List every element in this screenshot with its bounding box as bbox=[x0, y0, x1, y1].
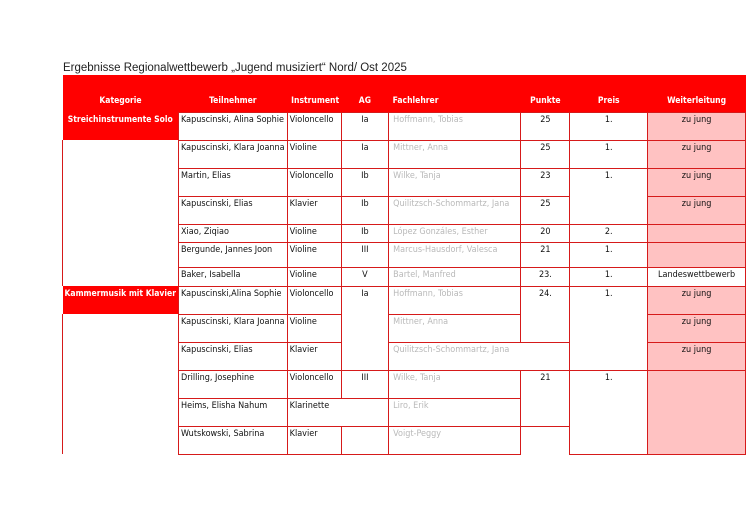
cell-teilnehmer: Kapuscinski, Klara Joanna bbox=[179, 140, 288, 168]
cell-instrument: Violine bbox=[287, 242, 341, 267]
cell-teilnehmer: Wutskowski, Sabrina bbox=[179, 426, 288, 454]
cell-instrument: Violine bbox=[287, 140, 341, 168]
cell-weiterleitung: zu jung bbox=[648, 342, 746, 370]
cell-punkte: 21 bbox=[521, 242, 570, 267]
cell-ag: Ia bbox=[341, 286, 389, 370]
cell-weiterleitung: zu jung bbox=[648, 112, 746, 140]
cell-teilnehmer: Martin, Elias bbox=[179, 168, 288, 196]
header-ag: AG bbox=[341, 75, 389, 112]
cell-teilnehmer: Kapuscinski, Elias bbox=[179, 196, 288, 224]
cell-weiterleitung: zu jung bbox=[648, 140, 746, 168]
cell-ag: III bbox=[341, 370, 389, 398]
cell-teilnehmer: Bergunde, Jannes Joon bbox=[179, 242, 288, 267]
cell-ag: Ia bbox=[341, 112, 389, 140]
cell-ag: Ib bbox=[341, 196, 389, 224]
header-preis: Preis bbox=[570, 75, 648, 112]
cell-ag bbox=[341, 426, 389, 454]
cell-ag: V bbox=[341, 267, 389, 286]
header-weiterleitung: Weiterleitung bbox=[648, 75, 746, 112]
cell-instrument: Klavier bbox=[287, 196, 341, 224]
cell-preis: 1. bbox=[570, 286, 648, 370]
cell-weiterleitung: zu jung bbox=[648, 314, 746, 342]
cell-weiterleitung: zu jung bbox=[648, 196, 746, 224]
cell-instrument: Violine bbox=[287, 267, 341, 286]
cell-preis: 1. bbox=[570, 242, 648, 267]
cell-punkte bbox=[521, 426, 570, 454]
cell-fachlehrer: Liro, Erik bbox=[389, 398, 521, 426]
cell-fachlehrer: Voigt-Peggy bbox=[389, 426, 521, 454]
cell-teilnehmer: Kapuscinski, Alina Sophie bbox=[179, 112, 288, 140]
results-table bbox=[62, 75, 746, 455]
cell-punkte: 25 bbox=[521, 140, 570, 168]
cell-fachlehrer: Marcus-Hausdorf, Valesca bbox=[389, 242, 521, 267]
cell-ag: Ia bbox=[341, 140, 389, 168]
cell-teilnehmer: Kapuscinski,Alina Sophie bbox=[179, 286, 288, 314]
cell-fachlehrer: Quilitzsch-Schommartz, Jana bbox=[389, 342, 570, 370]
cell-instrument: Violine bbox=[287, 314, 341, 342]
cell-punkte: 20 bbox=[521, 224, 570, 242]
cell-instrument: Klarinette bbox=[287, 398, 389, 426]
cell-instrument: Violoncello bbox=[287, 112, 341, 140]
cell-punkte: 24. bbox=[521, 286, 570, 342]
cell-teilnehmer: Heims, Elisha Nahum bbox=[179, 398, 288, 426]
cell-fachlehrer: Bartel, Manfred bbox=[389, 267, 521, 286]
cell-weiterleitung bbox=[648, 242, 746, 267]
cell-instrument: Violoncello bbox=[287, 370, 341, 398]
cell-teilnehmer: Kapuscinski, Elias bbox=[179, 342, 288, 370]
category-spacer bbox=[63, 140, 179, 286]
cell-weiterleitung: Landeswettbewerb bbox=[648, 267, 746, 286]
cell-punkte: 25 bbox=[521, 196, 570, 224]
cell-punkte: 25 bbox=[521, 112, 570, 140]
cell-preis: 2. bbox=[570, 224, 648, 242]
page-title: Ergebnisse Regionalwettbewerb „Jugend musiziert“ Nord/ Ost 2025 bbox=[63, 62, 407, 74]
cell-teilnehmer: Drilling, Josephine bbox=[179, 370, 288, 398]
cell-ag: Ib bbox=[341, 224, 389, 242]
cell-fachlehrer: Mittner, Anna bbox=[389, 140, 521, 168]
cell-weiterleitung bbox=[648, 370, 746, 454]
cell-instrument: Violoncello bbox=[287, 286, 341, 314]
cell-punkte: 23 bbox=[521, 168, 570, 196]
cell-weiterleitung: zu jung bbox=[648, 286, 746, 314]
cell-fachlehrer: Wilke, Tanja bbox=[389, 370, 521, 398]
cell-fachlehrer: Hoffmann, Tobias bbox=[389, 286, 521, 314]
cell-preis: 1. bbox=[570, 370, 648, 454]
cell-teilnehmer: Xiao, Ziqiao bbox=[179, 224, 288, 242]
header-teilnehmer: Teilnehmer bbox=[179, 75, 288, 112]
cell-fachlehrer: Wilke, Tanja bbox=[389, 168, 521, 196]
cell-weiterleitung bbox=[648, 224, 746, 242]
cell-weiterleitung: zu jung bbox=[648, 168, 746, 196]
header-fachlehrer: Fachlehrer bbox=[389, 75, 521, 112]
cell-instrument: Violoncello bbox=[287, 168, 341, 196]
cell-ag: Ib bbox=[341, 168, 389, 196]
category-kammermusik-mit-klavier: Kammermusik mit Klavier bbox=[63, 286, 179, 314]
table-row bbox=[63, 286, 746, 314]
cell-preis: 1. bbox=[570, 140, 648, 168]
cell-fachlehrer: Hoffmann, Tobias bbox=[389, 112, 521, 140]
cell-ag: III bbox=[341, 242, 389, 267]
cell-teilnehmer: Kapuscinski, Klara Joanna bbox=[179, 314, 288, 342]
cell-instrument: Klavier bbox=[287, 426, 341, 454]
category-spacer bbox=[63, 314, 179, 454]
cell-punkte: 23. bbox=[521, 267, 570, 286]
cell-instrument: Violine bbox=[287, 224, 341, 242]
category-streichinstrumente-solo: Streichinstrumente Solo bbox=[63, 112, 179, 140]
table-row bbox=[63, 140, 746, 168]
table-row bbox=[63, 112, 746, 140]
header-instrument: Instrument bbox=[287, 75, 341, 112]
cell-fachlehrer: López Gonzáles, Esther bbox=[389, 224, 521, 242]
header-row bbox=[63, 75, 746, 112]
cell-fachlehrer: Quilitzsch-Schommartz, Jana bbox=[389, 196, 521, 224]
header-kategorie: Kategorie bbox=[63, 75, 179, 112]
cell-fachlehrer: Mittner, Anna bbox=[389, 314, 521, 342]
cell-preis: 1. bbox=[570, 112, 648, 140]
cell-punkte: 21 bbox=[521, 370, 570, 426]
cell-preis: 1. bbox=[570, 168, 648, 224]
cell-preis: 1. bbox=[570, 267, 648, 286]
header-punkte: Punkte bbox=[521, 75, 570, 112]
cell-teilnehmer: Baker, Isabella bbox=[179, 267, 288, 286]
cell-instrument: Klavier bbox=[287, 342, 341, 370]
